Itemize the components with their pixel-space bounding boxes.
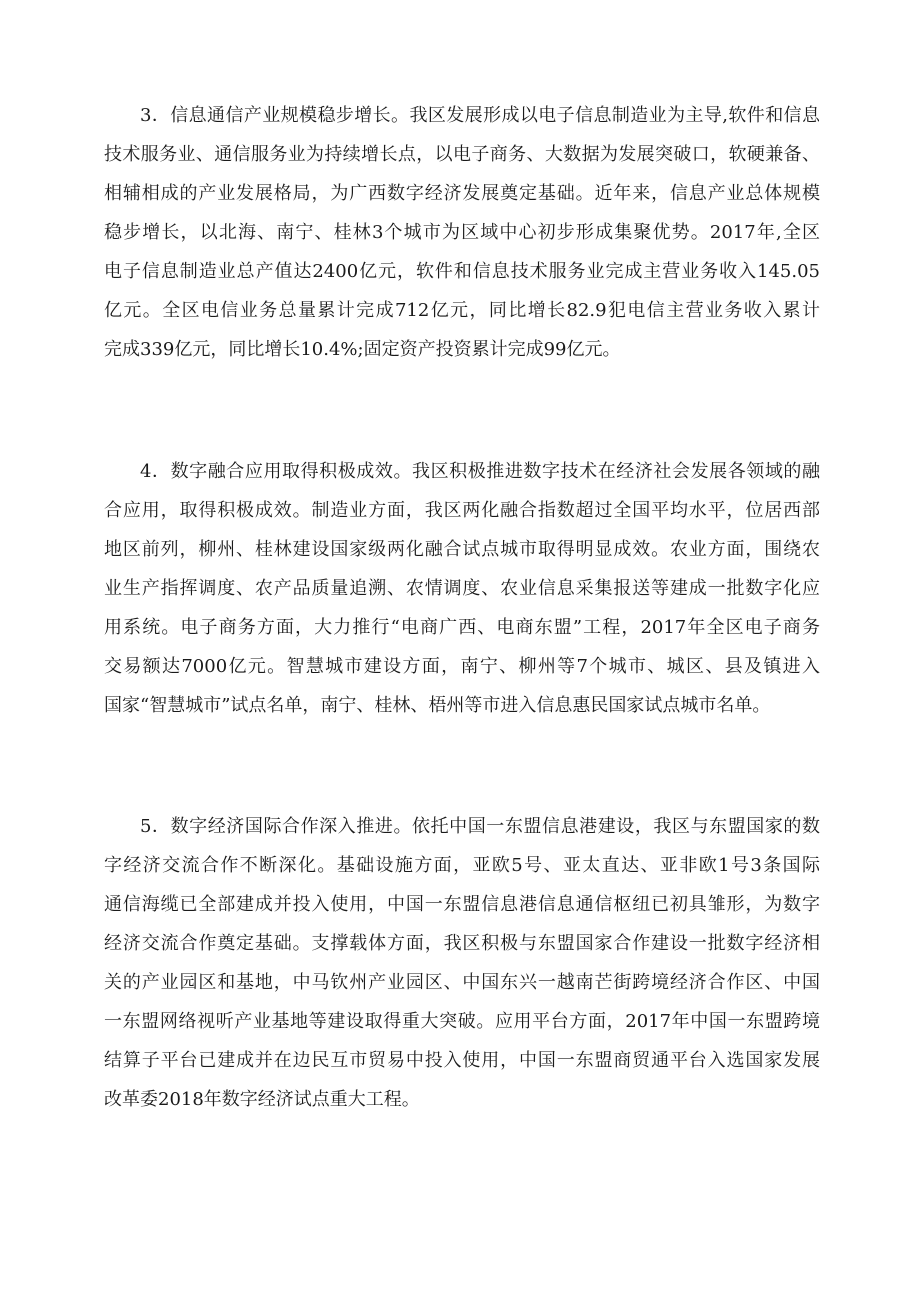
paragraph-3 [104, 96, 820, 369]
paragraph-line: 一东盟网络视听产业基地等建设取得重大突破。应用平台方面，2017年中国一东盟跨境 [104, 1011, 820, 1032]
paragraph-line: 电子信息制造业总产值达2400亿元，软件和信息技术服务业完成主营业务收入145.05 [104, 261, 820, 282]
paragraph-line: 完成339亿元，同比增长10.4%;固定资产投资累计完成99亿元。 [104, 339, 621, 360]
paragraph-line: 地区前列，柳州、桂林建设国家级两化融合试点城市取得明显成效。农业方面，围绕农 [104, 539, 820, 560]
paragraph-line: 技术服务业、通信服务业为持续增长点，以电子商务、大数据为发展突破口，软硬兼备、 [104, 144, 820, 165]
paragraph-5 [104, 807, 820, 1119]
paragraph-4 [104, 452, 820, 725]
paragraph-line: 亿元。全区电信业务总量累计完成712亿元，同比增长82.9犯电信主营业务收入累计 [104, 300, 820, 321]
paragraph-line: 5．数字经济国际合作深入推进。依托中国一东盟信息港建设，我区与东盟国家的数 [140, 816, 820, 837]
paragraph-line: 结算子平台已建成并在边民互市贸易中投入使用，中国一东盟商贸通平台入选国家发展 [104, 1050, 820, 1071]
paragraph-line: 通信海缆已全部建成并投入使用，中国一东盟信息港信息通信枢纽已初具雏形，为数字 [104, 894, 820, 915]
paragraph-line: 3．信息通信产业规模稳步增长。我区发展形成以电子信息制造业为主导,软件和信息 [140, 105, 820, 126]
paragraph-line: 用系统。电子商务方面，大力推行“电商广西、电商东盟”工程，2017年全区电子商务 [104, 617, 820, 638]
paragraph-line: 业生产指挥调度、农产品质量追溯、农情调度、农业信息采集报送等建成一批数字化应 [104, 578, 820, 599]
paragraph-line: 稳步增长，以北海、南宁、桂林3个城市为区域中心初步形成集聚优势。2017年,全区 [104, 222, 820, 243]
paragraph-line: 合应用，取得积极成效。制造业方面，我区两化融合指数超过全国平均水平，位居西部 [104, 500, 820, 521]
paragraph-line: 相辅相成的产业发展格局，为广西数字经济发展奠定基础。近年来，信息产业总体规模 [104, 183, 820, 204]
paragraph-line: 字经济交流合作不断深化。基础设施方面，亚欧5号、亚太直达、亚非欧1号3条国际 [104, 855, 820, 876]
paragraph-line: 关的产业园区和基地，中马钦州产业园区、中国东兴一越南芒街跨境经济合作区、中国 [104, 972, 820, 993]
paragraph-line: 4．数字融合应用取得积极成效。我区积极推进数字技术在经济社会发展各领域的融 [140, 461, 820, 482]
paragraph-line: 改革委2018年数字经济试点重大工程。 [104, 1089, 420, 1110]
paragraph-line: 交易额达7000亿元。智慧城市建设方面，南宁、柳州等7个城市、城区、县及镇进入 [104, 656, 820, 677]
paragraph-line: 经济交流合作奠定基础。支撑载体方面，我区积极与东盟国家合作建设一批数字经济相 [104, 933, 820, 954]
paragraph-line: 国家“智慧城市”试点名单，南宁、桂林、梧州等市进入信息惠民国家试点城市名单。 [104, 695, 771, 716]
